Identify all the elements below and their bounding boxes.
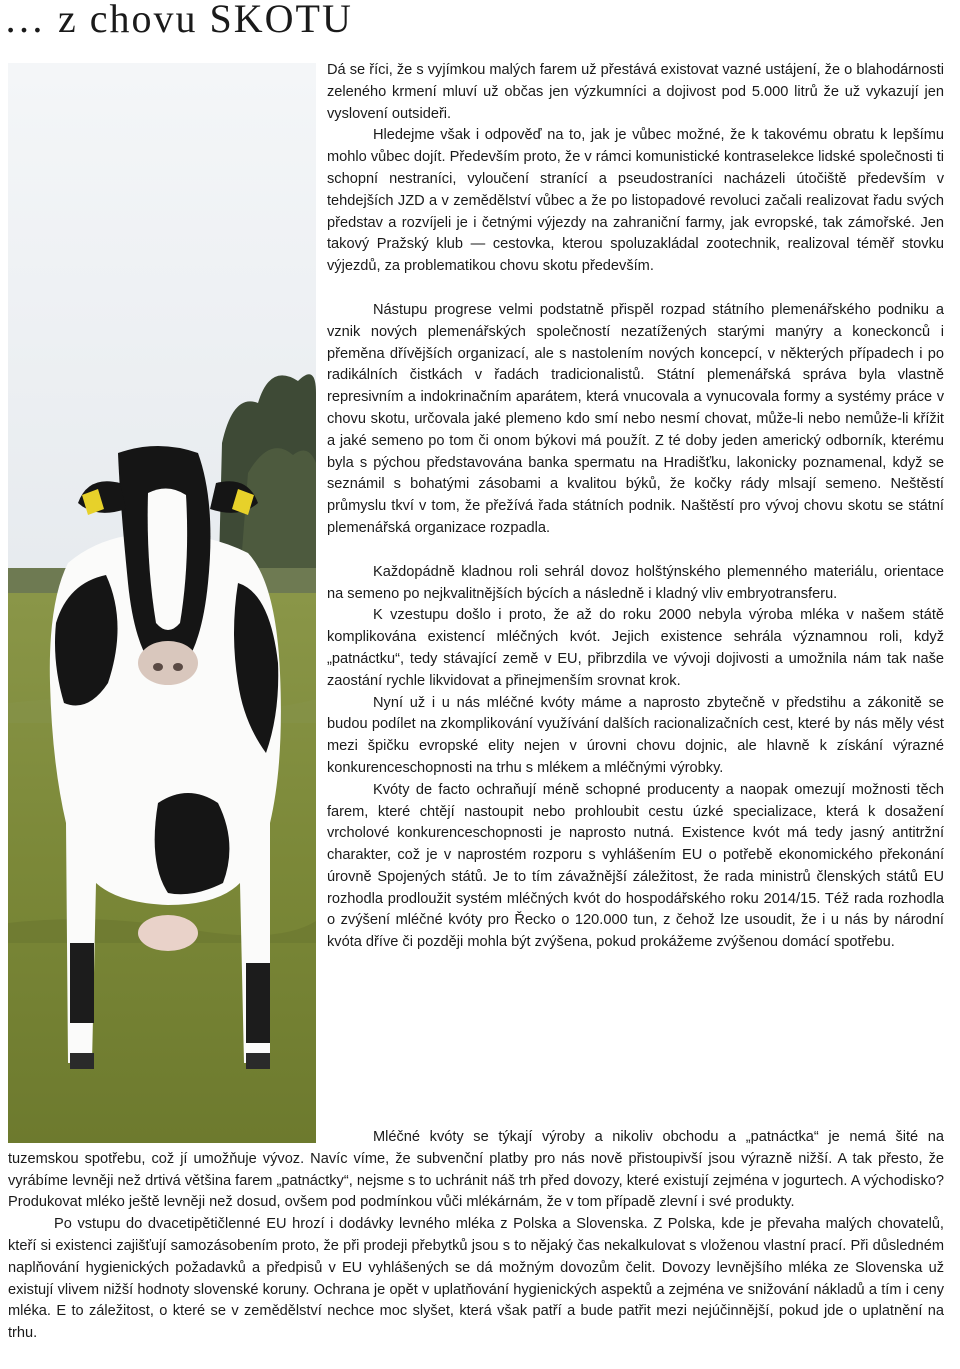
paragraph-8: Mléčné kvóty se týkají výroby a nikoliv obchodu a „patnáctka“ je nemá šité na tuzemskou spotřebu, což jí umožňuje vývoz. Navíc víme, že subvenční platby pro nás nově přistoupivší jsou výrazně nižší. A tak přesto, že vyrábíme levněji než drtivá většina farem „patnáctky“, nejsme s to uchránit náš trh před dovozy, které existují zejména v jogurtech. A východisko? Produkovat mléko ještě levněji než dosud, ovšem pod podmínkou vůči mlékárnám, že v tom případě zlevní i své produkty.: [8, 1129, 944, 1211]
paragraph-6: Nyní už i u nás mléčné kvóty máme a naprosto zbytečně v předstihu a zákonitě se budou podílet na zkomplikování využívání dalších racionalizačních cest, které by nás měly vést mezi špičku evropské elity nejen v úrovni chovu dojnic, ale hlavně k získání výrazné konkurenceschopnosti na trhu s mlékem a mléčnými výrobky.: [327, 694, 944, 776]
paragraph-1: Dá se říci, že s vyjímkou malých farem už přestává existovat vazné ustájení, že o blahodárnosti zeleného krmení mluví už občas jen výzkumníci a dojivost pod 5.000 litrů že už vykazují jen vyslovení outsideři.: [327, 62, 944, 122]
cow-photo: [8, 63, 316, 1143]
paragraph-2: Hledejme však i odpověď na to, jak je vůbec možné, že k takovému obratu k lepšímu mohlo vůbec dojít. Především proto, že v rámci komunistické kontraselekce lidské společnosti ti schopní nestraníci, vyloučení stranící a pseudostraníci nacházeli útočiště především v tehdejších JZD a v zemědělství vůbec a že po listopadové revoluci začali realizovat řadu svých představ a rozvíjeli je i četnými výjezdy na zahraniční farmy, jak evropské, tak zámořské. Jen takový Pražský klub — cestovka, kterou spoluzakládal zootechnik, realizoval téměř stovku výjezdů, za problematikou chovu skotu především.: [327, 127, 944, 275]
paragraph-3: Nástupu progrese velmi podstatně přispěl rozpad státního plemenářského podniku a vznik nových plemenářských společností nezatížených starými manýry a koneckonců i přeměna dřívějších organizací, ale s nastolením nových koncepcí, v některých případech i po radikálních čistkách v řadách tradicionalistů. Státní plemenářská správa byla vlastně represivním a indokrinačním aparátem, která vnucovala a vynucovala formy a systémy práce v chovu skotu, určovala jaké plemeno kdo smí nebo nesmí chovat, může-li nebo nemůže-li křížit a jaké semeno po tom či onom býkovi má použít. Z té doby jeden americký odborník, kterému byla s pýchou představována banka spermatu na Hradišťku, lakonicky poznamenal, když se seznámil s bohatými zásobami a kvalitou býků, že kočky rády mlsají semeno. Neštěstí průmyslu tkví v tom, že přežívá řada státních podnik. Naštěstí pro vývoj chovu skotu se státní plemenářská organizace rozpadla.: [327, 301, 944, 536]
page-title: … z chovu SKOTU: [4, 0, 353, 41]
full-width-text: [8, 1127, 944, 1345]
paragraph-9: Po vstupu do dvacetipětičlenné EU hrozí i dodávky levného mléka z Polska a Slovenska. Z Polska, kde je převaha malých chovatelů, kteří si existenci zajišťují samozásobením proto, že při prodeji přebytků jsou s to nějaký čas nekalkulovat s vloženou vlastní prací. Při důsledném naplňování hygienických požadavků a předpisů v EU vyhlášených se dá možným dovozům čelit. Dovozy levnějšího mléka ze Slovenska už existují vlivem nižší hodnoty slovenské koruny. Ochrana je opět v uplatňování hygienických aspektů a zejména ve snižování nákladů a tím i ceny mléka. E to záležitost, o které se v zemědělství nechce moc slyšet, která však patří a bude patřit mezi nejúčinnější, pokud jde o uplatnění na trhu.: [8, 1216, 944, 1342]
paragraph-5: K vzestupu došlo i proto, že až do roku 2000 nebyla výroba mléka v našem státě komplikována existencí mléčných kvót. Jejich existence sehrála významnou roli, když „patnáctku“, tedy stávající země v EU, přibrzdila ve vývoji dojivosti a umožnila nám tak naše zaostání rychle likvidovat a přinejmenším srovnat krok.: [327, 607, 944, 689]
text-column: [327, 60, 944, 954]
paragraph-4: Každopádně kladnou roli sehrál dovoz holštýnského plemenného materiálu, orientace na semeno po nejkvalitnějších býcích a následně i kladný vliv embryotransferu.: [327, 563, 944, 602]
paragraph-7: Kvóty de facto ochraňují méně schopné producenty a naopak omezují možnosti těch farem, které chtějí nastoupit nebo prohloubit cestu úzké specializace, která k dosažení vrcholové konkurenceschopnosti je naprosto nutná. Existence kvót má tedy jasný antitržní charakter, což je v naprostém rozporu s vyhlášením EU o potřebě ekonomického překonání úrovně Spojených států. Je to tím závažnější záležitost, že rada ministrů členských států EU rozhodla prodloužit systém mléčných kvót do hospodářského roku 2014/15. Též rada rozhodla o zvýšení mléčné kvóty pro Řecko o 120.000 tun, z čehož lze usoudit, že i u nás by národní kvóta dříve či později mohla být zvýšena, pokud prokážeme zvýšenou domácí spotřebu.: [327, 781, 944, 951]
